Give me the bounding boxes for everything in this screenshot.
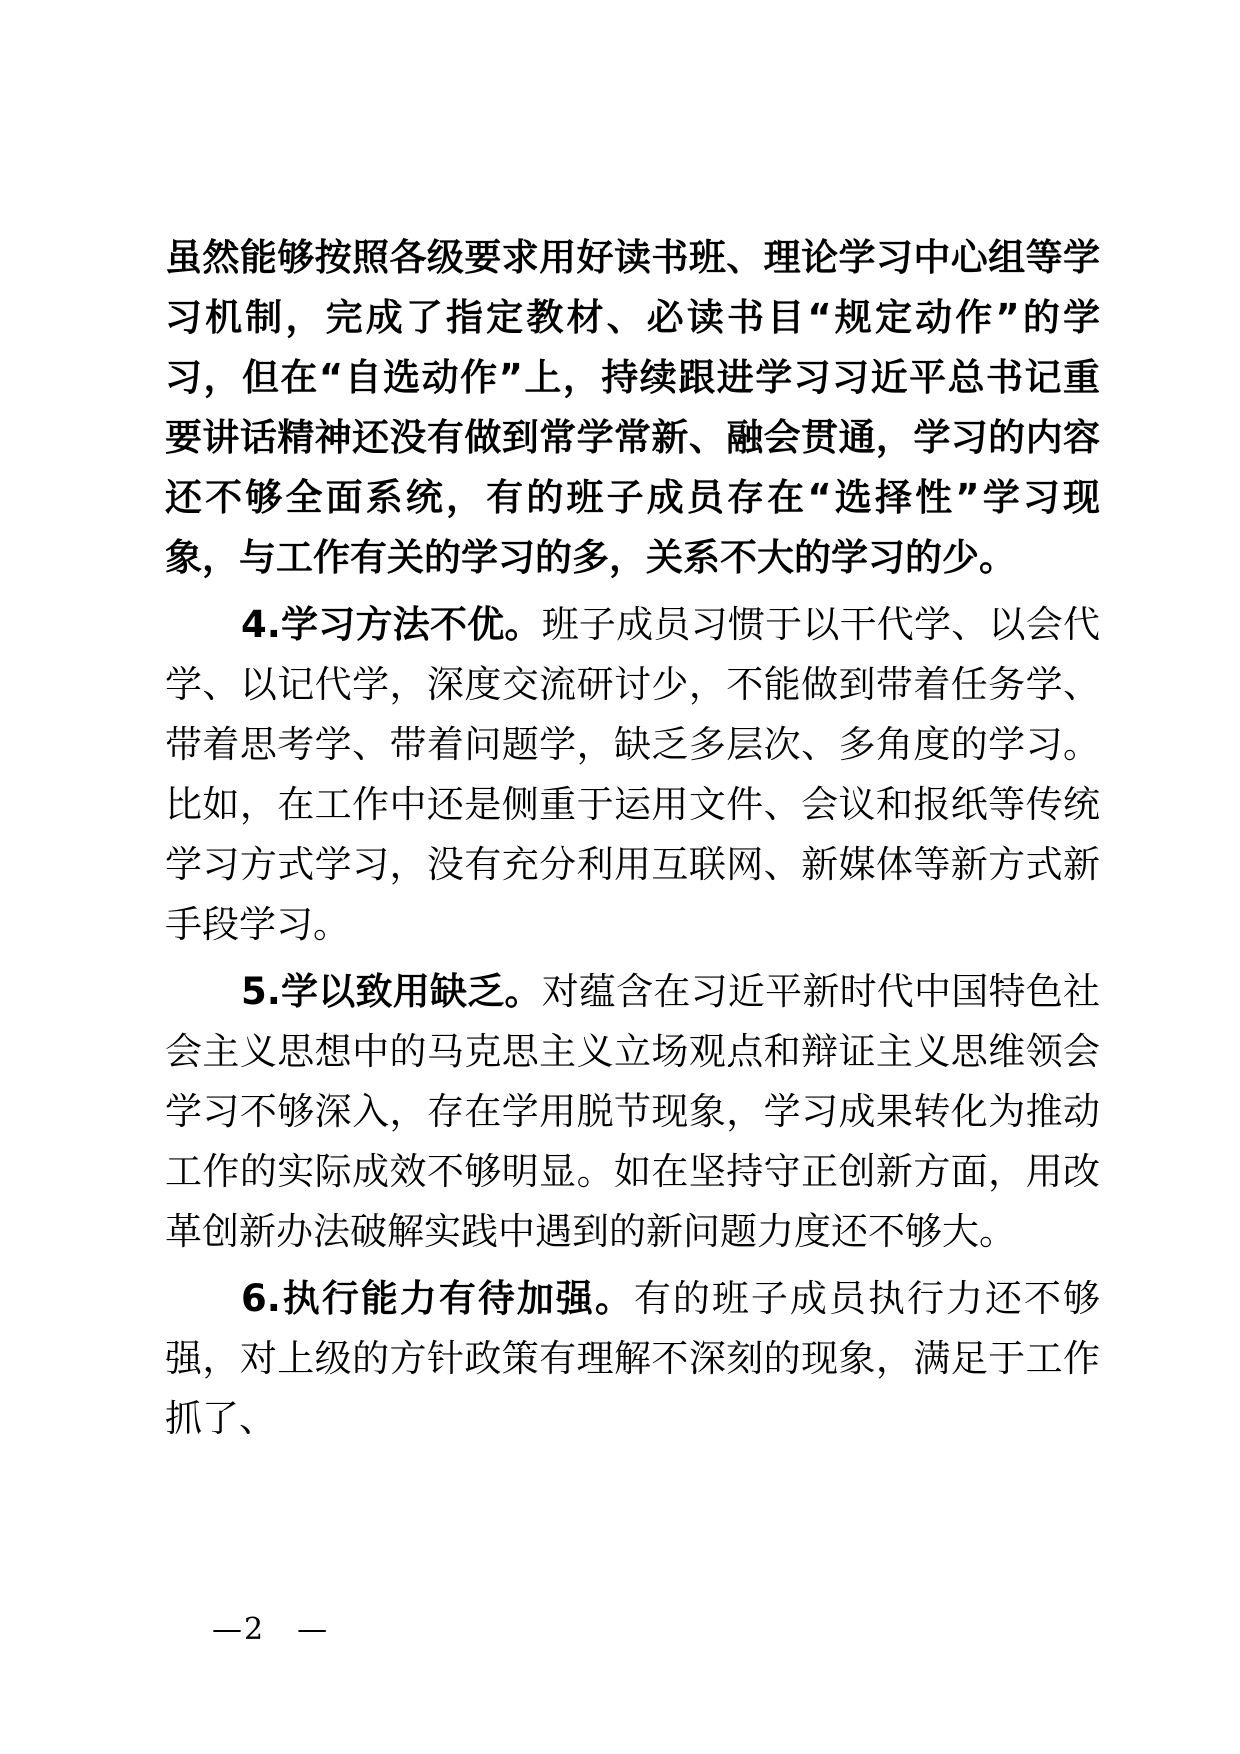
paragraph-text: 班子成员习惯于以干代学、以会代学、以记代学，深度交流研讨少，不能做到带着任务学、带着思考学、带着问题学，缺乏多层次、多角度的学习。比如，在工作中还是侧重于运用文件、会议和报纸等传统学习方式学习，没有充分利用互联网、新媒体等新方式新手段学习。 <box>165 603 1100 946</box>
paragraph-text: 对蕴含在习近平新时代中国特色社会主义思想中的马克思主义立场观点和辩证主义思维领会学习不够深入，存在学用脱节现象，学习成果转化为推动工作的实际成效不够明显。如在坚持守正创新方面，用改革创新办法破解实践中遇到的新问题力度还不够大。 <box>165 970 1100 1253</box>
paragraph-text: 虽然能够按照各级要求用好读书班、理论学习中心组等学习机制，完成了指定教材、必读书目“规定动作”的学习，但在“自选动作”上，持续跟进学习习近平总书记重要讲话精神还没有做到常学常新、融会贯通，学习的内容还不够全面系统，有的班子成员存在“选择性”学习现象，与工作有关的学习的多，关系不大的学习的少。 <box>165 236 1100 579</box>
paragraph-execution <box>165 1269 1100 1449</box>
paragraph-heading: 6.执行能力有待加强。 <box>241 1277 634 1320</box>
document-body <box>165 228 1100 1449</box>
paragraph-learning-method <box>165 595 1100 955</box>
paragraph-text: 有的班子成员执行力还不够强，对上级的方针政策有理解不深刻的现象，满足于工作抓了、 <box>165 1277 1100 1440</box>
paragraph-continued <box>165 228 1100 588</box>
page-number: —2 — <box>212 1612 330 1647</box>
paragraph-heading: 5.学以致用缺乏。 <box>241 970 542 1013</box>
paragraph-heading: 4.学习方法不优。 <box>241 603 542 646</box>
paragraph-application <box>165 962 1100 1262</box>
